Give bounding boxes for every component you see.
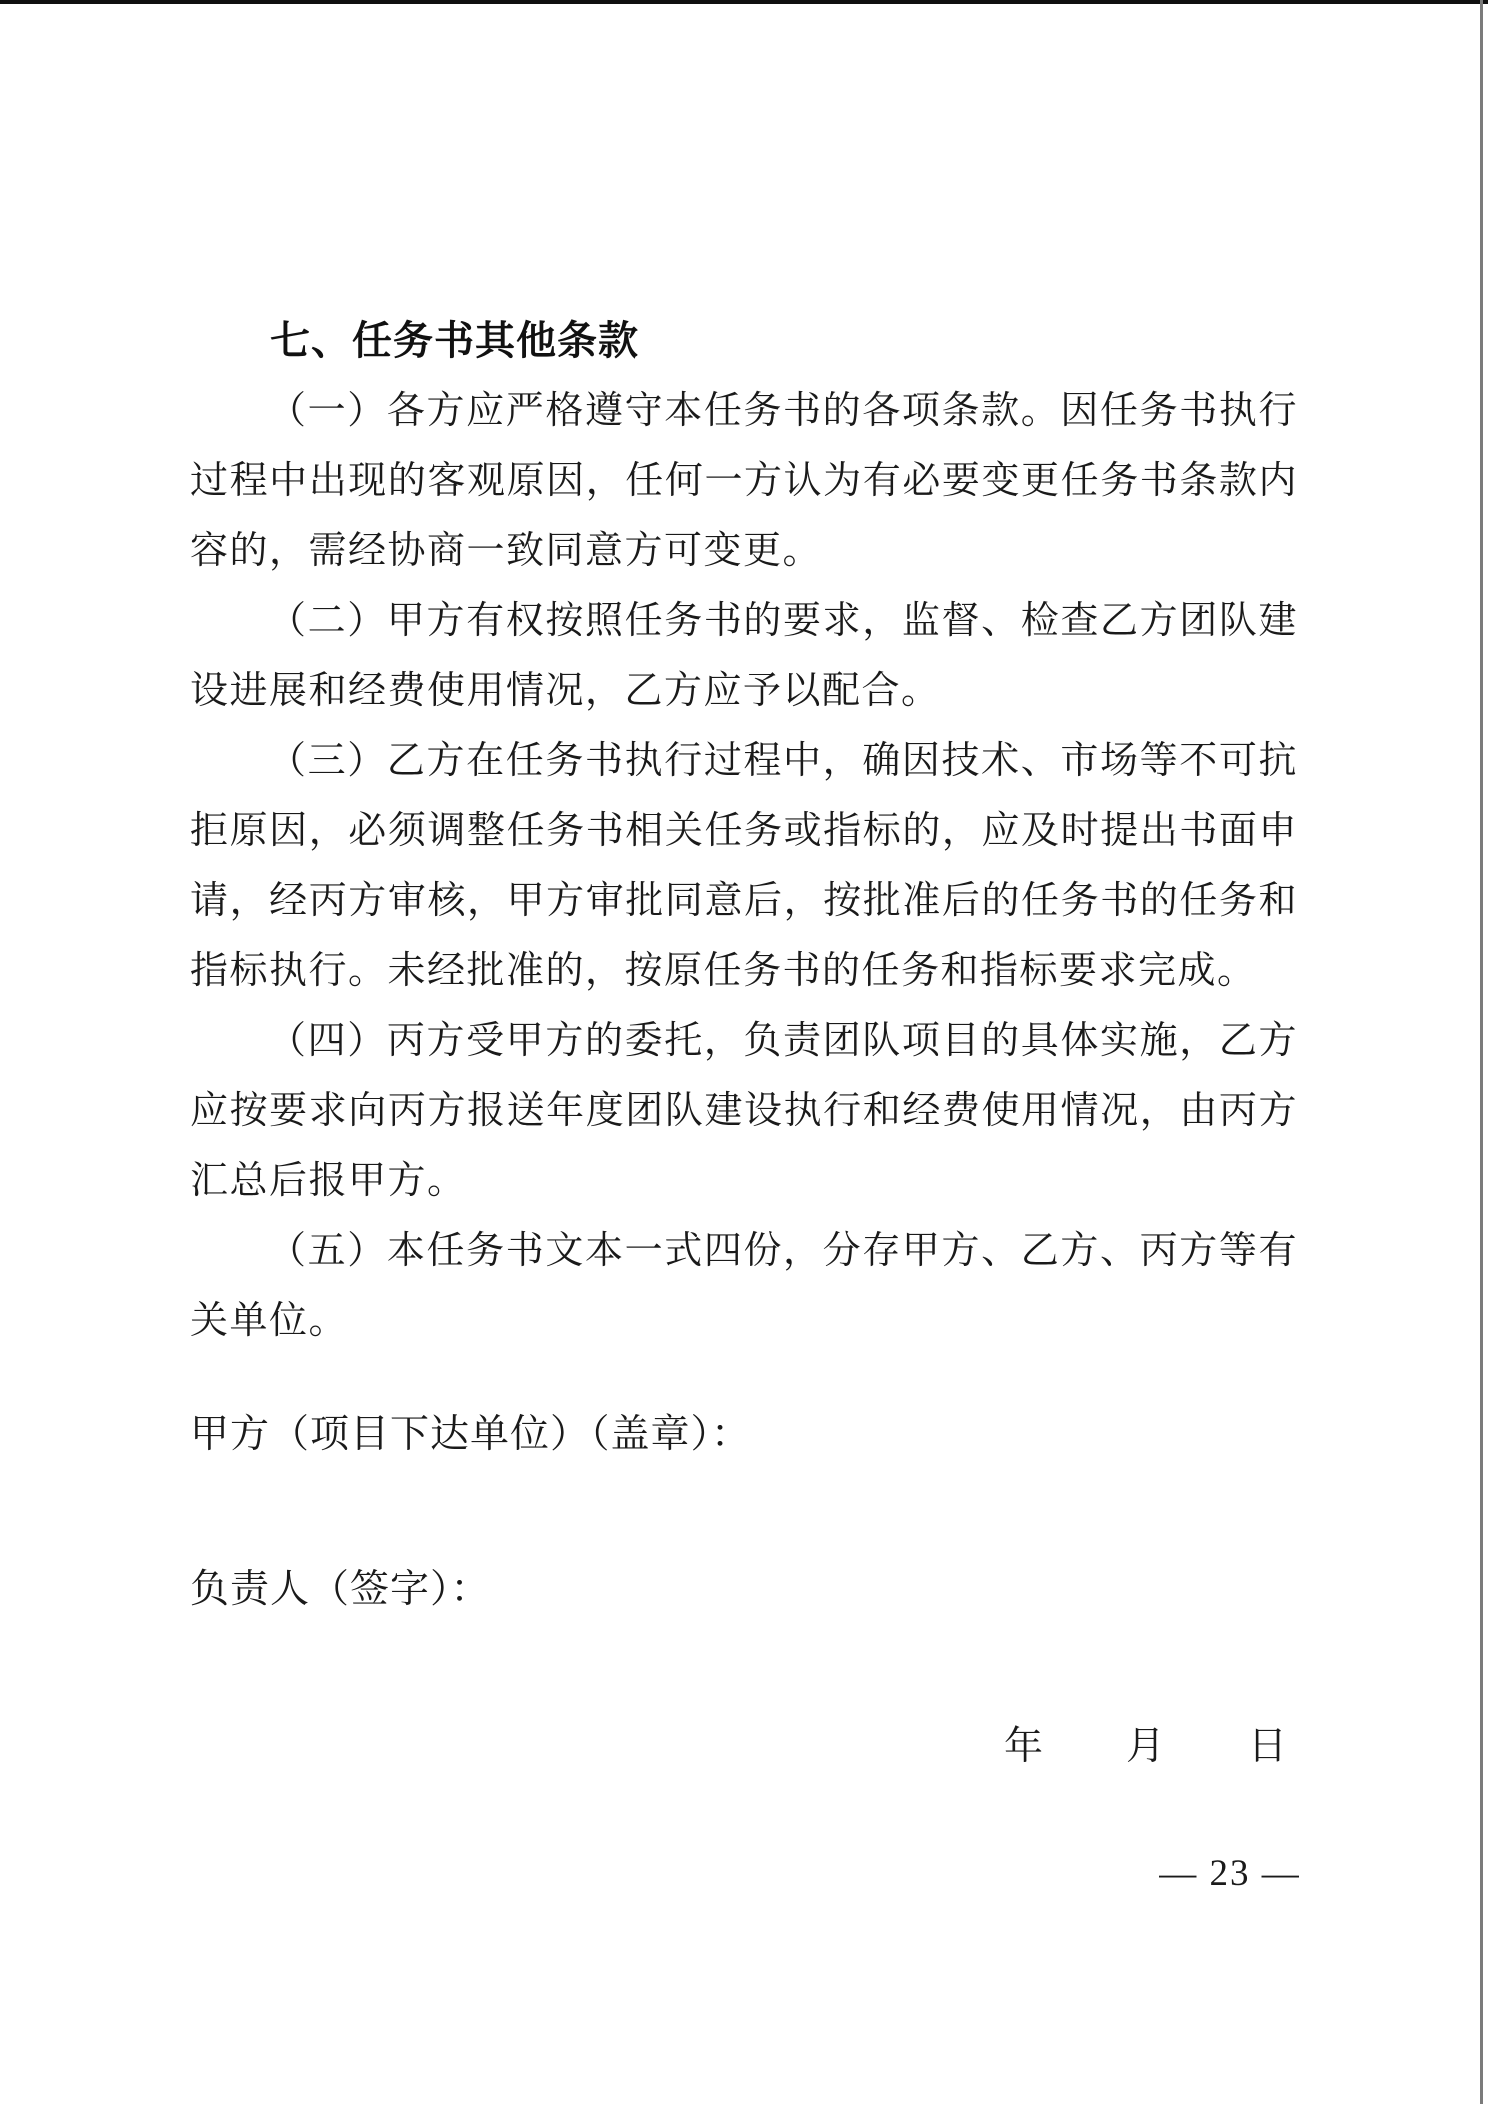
page-number: — 23 —	[1159, 1853, 1301, 1894]
clause-paragraph-2: （二）甲方有权按照任务书的要求，监督、检查乙方团队建设进展和经费使用情况，乙方应予以配合。	[190, 600, 1298, 712]
party-a-seal-line: 甲方（项目下达单位）（盖章）：	[190, 1413, 752, 1456]
scan-right-edge	[1480, 0, 1483, 2104]
clause-paragraph-1: （一）各方应严格遵守本任务书的各项条款。因任务书执行过程中出现的客观原因，任何一方认为有必要变更任务书条款内容的，需经协商一致同意方可变更。	[190, 390, 1298, 572]
contract-terms-section	[190, 306, 1298, 1356]
clause-paragraph-3: （三）乙方在任务书执行过程中，确因技术、市场等不可抗拒原因，必须调整任务书相关任务或指标的，应及时提出书面申请，经丙方审核，甲方审批同意后，按批准后的任务书的任务和指标执行。未经批准的，按原任务书的任务和指标要求完成。	[190, 740, 1298, 992]
section-heading: 七、任务书其他条款	[270, 319, 639, 363]
responsible-person-sign-line: 负责人（签字）：	[190, 1568, 491, 1611]
date-line	[1004, 1712, 1287, 1782]
month-label: 月	[1126, 1725, 1166, 1768]
clause-paragraph-5: （五）本任务书文本一式四份，分存甲方、乙方、丙方等有关单位。	[190, 1230, 1298, 1342]
year-label: 年	[1004, 1725, 1044, 1768]
clause-paragraph-4: （四）丙方受甲方的委托，负责团队项目的具体实施，乙方应按要求向丙方报送年度团队建设执行和经费使用情况，由丙方汇总后报甲方。	[190, 1020, 1298, 1202]
day-label: 日	[1248, 1725, 1288, 1768]
scan-top-edge	[0, 0, 1488, 4]
